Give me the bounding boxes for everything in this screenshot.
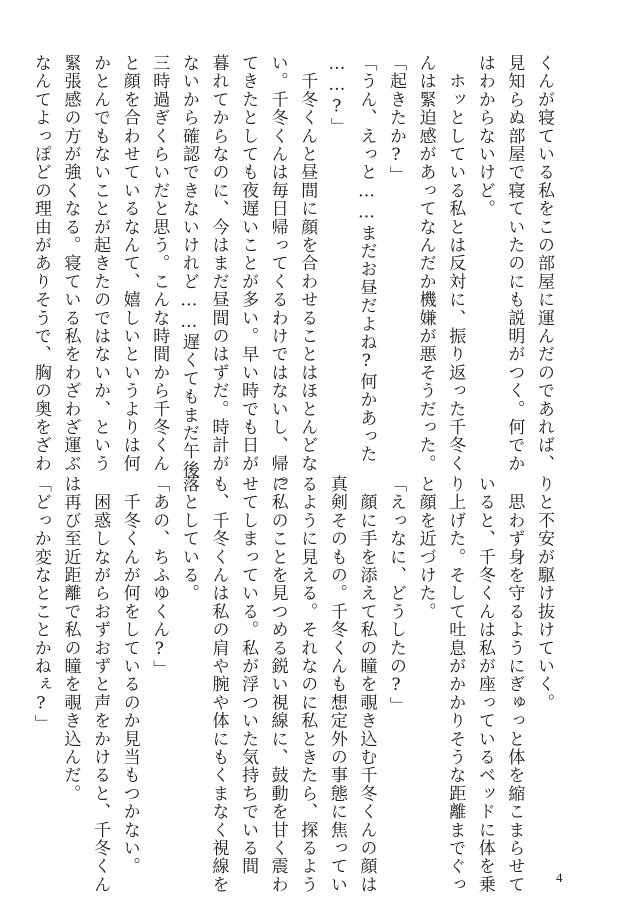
text-line: かとんでもないことが起きたのではないか、という [90, 54, 111, 473]
text-line: 三時過ぎくらいだと思う。こんな時間から千冬くん [149, 54, 170, 473]
text-line: は再び至近距離で私の瞳を覗き込んだ。 [60, 475, 81, 803]
text-line: りと不安が駆け抜けていく。 [534, 475, 554, 712]
text-line: 顔に手を添えて私の瞳を覗き込む千冬くんの顔は [356, 475, 377, 894]
text-line: ……?」 [326, 54, 347, 136]
text-line: 困惑しながらおずおずと声をかけると、千冬くん [90, 475, 111, 894]
text-block-bottom [30, 475, 558, 894]
text-line: と顔を近づけた。 [415, 475, 436, 621]
text-line: ホッとしている私とは反対に、振り返った千冬く [445, 54, 466, 473]
text-line: んは緊迫感があってなんだか機嫌が悪そうだった。 [415, 54, 436, 473]
text-line: 千冬くんが何をしているのか見当もつかない。 [119, 475, 140, 876]
page-number: 4 [556, 870, 563, 885]
text-line: 見知らぬ部屋で寝ていたのにも説明がつく。何でか [504, 54, 525, 473]
text-line: 「えっなに、どうしたの?」 [386, 475, 407, 715]
text-line: 「起きたか?」 [386, 54, 407, 185]
text-line: くんが寝ている私をこの部屋に運んだのであれば、 [534, 54, 554, 473]
text-line: 「どっか変なとことかねぇ?」 [30, 475, 51, 733]
text-block-top [30, 54, 558, 491]
text-line: 「うん、えっと……まだお昼だよね?何かあった [356, 54, 377, 464]
text-line: に私のことを見つめる鋭い視線に、鼓動を甘く震わ [267, 475, 288, 894]
text-line: 思わず身を守るようにぎゅっと体を縮こまらせて [504, 475, 525, 894]
text-line: るように見える。それなのに私ときたら、探るよう [297, 475, 318, 894]
text-line: り上げた。そして吐息がかかりそうな距離までぐっ [445, 475, 466, 894]
text-line: ないから確認できないけれど……遅くてもまだ午後 [178, 54, 199, 479]
text-line: いると、千冬くんは私が座っているベッドに体を乗 [474, 475, 495, 894]
text-line: 緊張感の方が強くなる。寝ている私をわざわざ運ぶ [60, 54, 81, 473]
text-line: 落としている。 [178, 475, 199, 603]
text-line: も、千冬くんは私の肩や腕や体にもくまなく視線を [208, 475, 229, 894]
text-line: なんてよっぽどの理由がありそうで、胸の奥をざわ [30, 54, 51, 473]
text-line: と顔を合わせているなんて、嬉しいというよりは何 [119, 54, 140, 473]
text-line: い。千冬くんは毎日帰ってくるわけではないし、帰っ [267, 54, 288, 491]
text-line: てきたとしても夜遅いことが多い。早い時でも日が [238, 54, 259, 473]
text-line: 真剣そのもの。千冬くんも想定外の事態に焦ってい [326, 475, 347, 894]
text-line: はわからないけど。 [474, 54, 495, 218]
text-line: せてしまっている。私が浮ついた気持ちでいる間 [238, 475, 259, 876]
text-line: 「あの、ちふゆくん?」 [149, 475, 170, 679]
text-line: 暮れてからなのに、今はまだ昼間のはずだ。時計が [208, 54, 229, 473]
text-line: 千冬くんと昼間に顔を合わせることはほとんどな [297, 54, 318, 473]
